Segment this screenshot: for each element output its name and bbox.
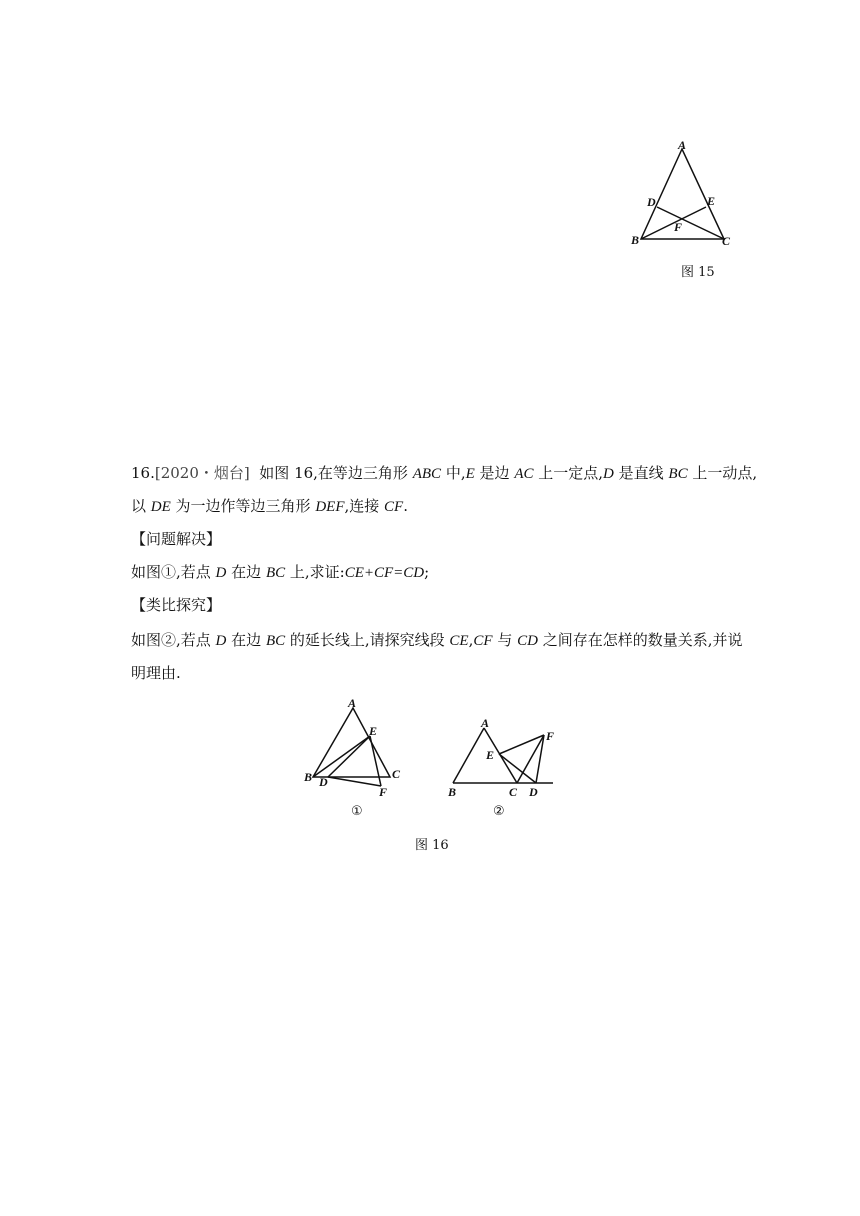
fig16-2-label-b: B — [448, 785, 457, 799]
fig16-1-label-a: A — [348, 696, 357, 710]
var: E — [465, 466, 475, 482]
text: 如图①,若点 — [131, 563, 216, 581]
fig16-2-label-a: A — [481, 716, 490, 730]
fig16-1-label-b: B — [304, 770, 313, 784]
text: 以 — [131, 497, 151, 515]
fig16-sub1-label: ① — [351, 804, 363, 819]
problem-line-5: 明理由. — [131, 664, 181, 682]
text: ,连接 — [344, 497, 385, 515]
text: 是直线 — [613, 464, 669, 482]
text: 在边 — [226, 631, 266, 649]
fig16-1-label-e: E — [369, 724, 378, 738]
fig15-label-e: E — [707, 194, 716, 208]
var: CF — [473, 633, 493, 649]
var: CE+CF=CD — [344, 565, 425, 581]
fig16-sub2-label: ② — [493, 804, 505, 819]
fig15-label-c: C — [722, 234, 731, 248]
var: D — [603, 466, 614, 482]
fig15-caption: 图 15 — [681, 265, 715, 280]
problem-number: 16. — [131, 464, 155, 482]
var: DEF — [315, 499, 345, 515]
text: 上一定点, — [533, 464, 604, 482]
text: 在边 — [226, 563, 266, 581]
text: 与 — [492, 631, 518, 649]
fig15-label-d: D — [647, 195, 656, 209]
text: 上,求证: — [285, 563, 345, 581]
var: BC — [668, 466, 688, 482]
heading-problem-solving: 【问题解决】 — [131, 530, 222, 548]
var: D — [215, 633, 227, 649]
fig16-2-label-f: F — [546, 729, 555, 743]
text: 之间存在怎样的数量关系,并说 — [537, 631, 743, 649]
problem-source: [2020・烟台] — [154, 464, 250, 482]
fig16-1-label-c: C — [392, 767, 401, 781]
fig16-2-label-c: C — [509, 785, 518, 799]
fig16-2-label-d: D — [529, 785, 538, 799]
var: CF — [384, 499, 404, 515]
fig16-1-label-f: F — [379, 785, 388, 799]
var: D — [215, 565, 227, 581]
figure-15 — [625, 138, 740, 253]
text: 如图 16,在等边三角形 — [259, 464, 413, 482]
problem-line-1 — [131, 463, 757, 484]
text: 为一边作等边三角形 — [170, 497, 316, 515]
fig16-1-label-d: D — [319, 775, 328, 789]
heading-analogy-exploration: 【类比探究】 — [131, 596, 222, 614]
var: BC — [265, 633, 286, 649]
text: ; — [424, 563, 430, 581]
text: 如图②,若点 — [131, 631, 216, 649]
text: 上一动点, — [687, 464, 758, 482]
problem-line-2 — [131, 496, 408, 517]
var: DE — [150, 499, 171, 515]
text: 中, — [441, 464, 466, 482]
text: . — [403, 497, 408, 515]
var: AC — [514, 466, 534, 482]
text: 的延长线上,请探究线段 — [285, 631, 450, 649]
var: BC — [265, 565, 286, 581]
fig15-label-a: A — [678, 138, 687, 152]
var: CD — [517, 633, 538, 649]
problem-line-4 — [131, 630, 742, 651]
problem-line-3 — [131, 562, 429, 583]
fig15-label-b: B — [631, 233, 640, 247]
fig16-caption: 图 16 — [415, 838, 449, 853]
text: 是边 — [474, 464, 515, 482]
figure-16 — [295, 690, 565, 825]
fig16-2-label-e: E — [486, 748, 495, 762]
var: ABC — [412, 466, 442, 482]
text: , — [468, 631, 474, 649]
fig15-label-f: F — [674, 220, 683, 234]
var: CE — [449, 633, 469, 649]
